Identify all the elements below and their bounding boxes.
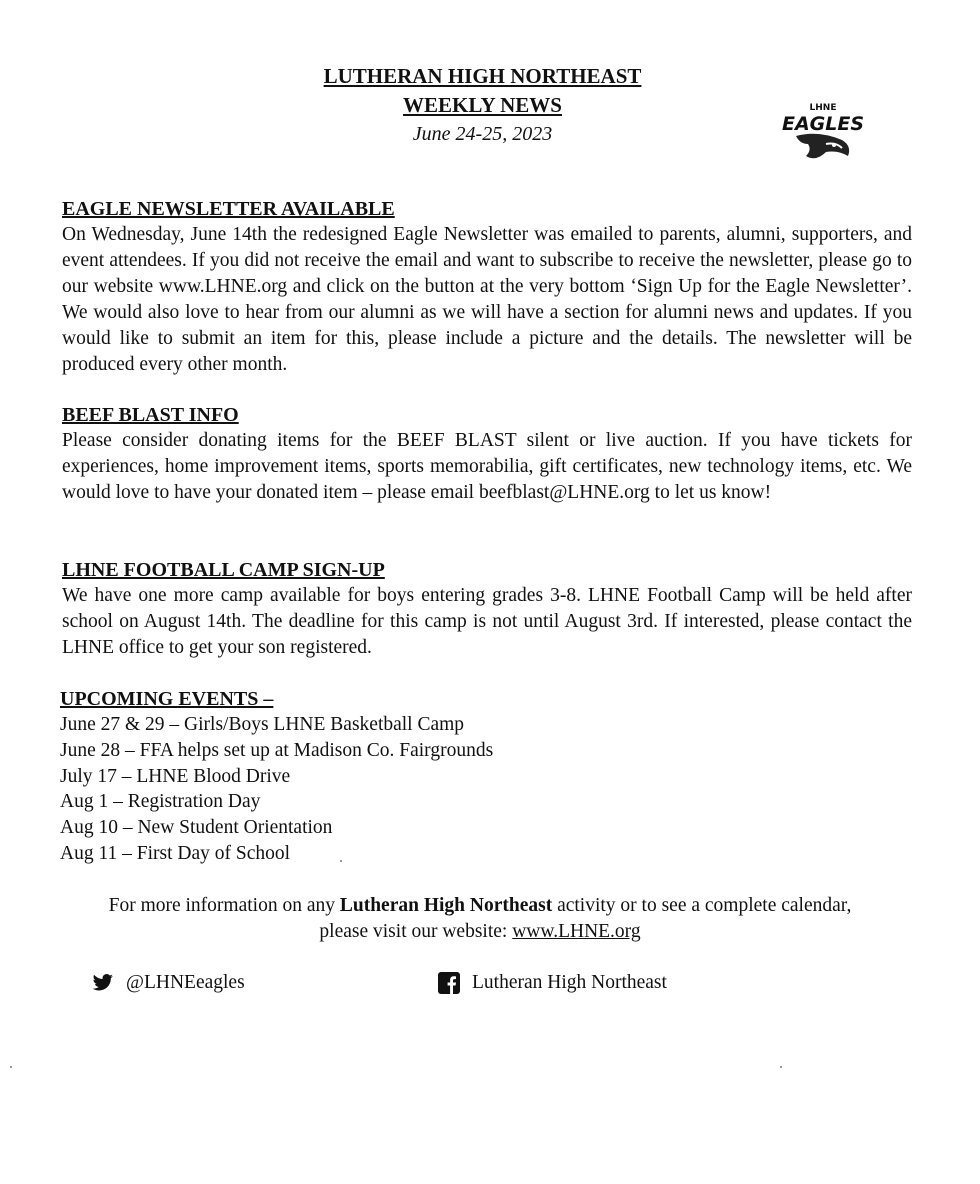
event-item: Aug 1 – Registration Day [60,791,261,813]
logo-text-top: LHNE [809,103,837,113]
twitter-handle-text: @LHNEeagles [126,972,245,993]
newsletter-title: WEEKLY NEWS [403,93,562,117]
section-heading: LHNE FOOTBALL CAMP SIGN-UP [62,559,385,581]
twitter-icon [92,974,114,992]
footer-text: activity or to see a complete calendar, [552,895,852,916]
section-heading: BEEF BLAST INFO [62,404,239,426]
twitter-handle[interactable] [92,970,245,996]
event-item: Aug 11 – First Day of School [60,842,291,864]
school-name-bold: Lutheran High Northeast [339,895,553,916]
facebook-page[interactable] [438,970,667,996]
event-item: June 28 – FFA helps set up at Madison Co. Fairgrounds [60,739,494,761]
upcoming-events [60,686,493,867]
section-eagle-newsletter [62,196,912,378]
event-item: June 27 & 29 – Girls/Boys LHNE Basketball Camp [60,714,465,735]
eagles-logo [782,100,864,164]
scan-speck [780,1066,782,1068]
section-body: Please consider donating items for the BEEF BLAST silent or live auction. If you have tickets for experiences, home improvement items, sports memorabilia, gift certificates, new technology items, etc. We would love to have your donated item – please email beefblast@LHNE.org to let us know! [62,430,912,503]
footer-line-1 [0,893,960,919]
footer-text: For more information on any [108,895,340,916]
event-item: Aug 10 – New Student Orientation [60,817,333,839]
events-heading: UPCOMING EVENTS – [60,688,274,710]
school-name: LUTHERAN HIGH NORTHEAST [323,64,642,88]
footer-line-2 [0,919,960,945]
section-football-camp [62,557,912,661]
logo-text-main: EAGLES [782,113,864,135]
facebook-name-text: Lutheran High Northeast [472,972,667,993]
footer-text: please visit our website: [319,921,513,942]
scan-speck [10,1066,12,1068]
section-body: On Wednesday, June 14th the redesigned Eagle Newsletter was emailed to parents, alumni, supporters, and event attendees. If you did not receive the email and want to subscribe to receive the newsletter, please go to our website www.LHNE.org and click on the button at the very bottom ‘Sign Up for the Eagle Newsletter’. We would also love to hear from our alumni as we will have a section for alumni news and updates. If you would like to submit an item for this, please include a picture and the details. The newsletter will be produced every other month. [62,224,912,375]
event-item: July 17 – LHNE Blood Drive [60,765,291,787]
footer-info [0,893,960,945]
section-beef-blast [62,402,912,506]
scan-speck [340,860,342,862]
section-body: We have one more camp available for boys entering grades 3-8. LHNE Football Camp will be held after school on August 14th. The deadline for this camp is not until August 3rd. If interested, please contact the LHNE office to get your son registered. [62,585,912,658]
website-link[interactable]: www.LHNE.org [512,921,641,942]
newsletter-date: June 24-25, 2023 [412,123,553,145]
section-heading: EAGLE NEWSLETTER AVAILABLE [62,198,395,220]
facebook-icon [438,972,460,994]
